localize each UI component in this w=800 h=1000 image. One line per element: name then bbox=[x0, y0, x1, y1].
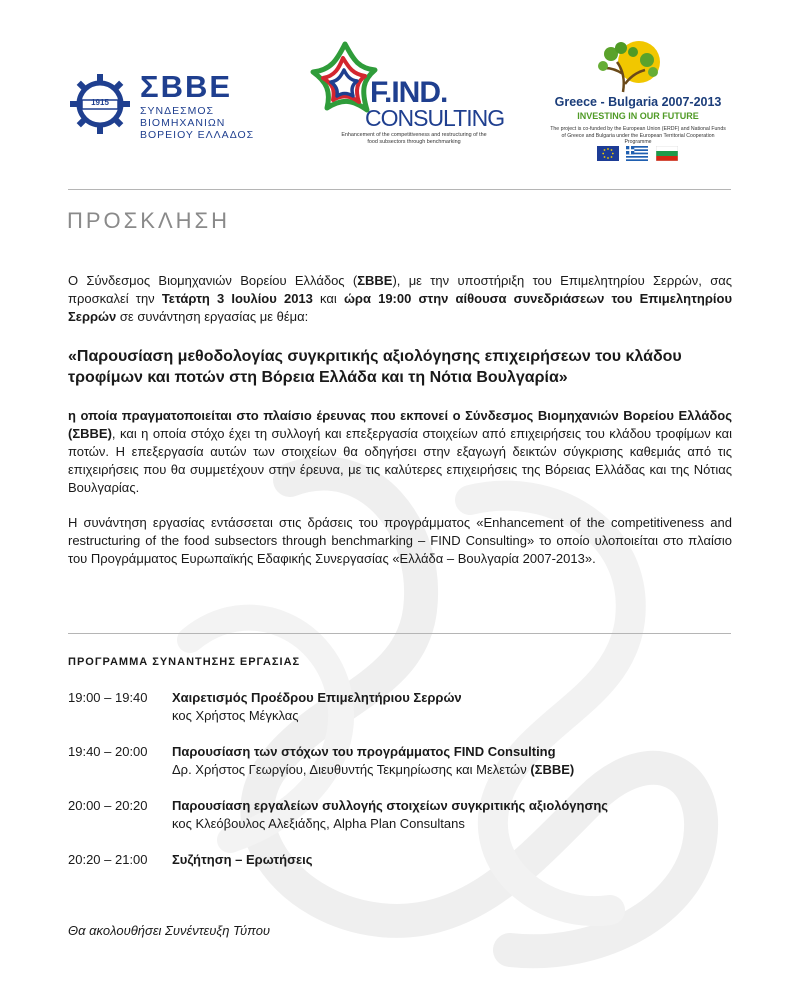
agenda-speaker bbox=[172, 815, 608, 833]
sbbe-acronym: ΣΒΒΕ bbox=[140, 69, 233, 104]
agenda-speaker bbox=[172, 761, 574, 779]
agenda-speaker-text: Δρ. Χρήστος Γεωργίου, Διευθυντής Τεκμηρίωσης και Μελετών bbox=[172, 762, 531, 777]
intro-text-4: σε συνάντηση εργασίας με θέμα: bbox=[116, 309, 309, 324]
agenda-speaker-text: κος Κλεόβουλος Αλεξιάδης, Alpha Plan Consultans bbox=[172, 816, 465, 831]
agenda-speaker-bold: (ΣΒΒΕ) bbox=[530, 762, 575, 777]
context-paragraph bbox=[68, 407, 732, 497]
agenda-title: Παρουσίαση των στόχων του προγράμματος FIND Consulting bbox=[172, 744, 556, 759]
agenda-speaker bbox=[172, 707, 462, 725]
page-title: ΠΡΟΣΚΛΗΣΗ bbox=[67, 208, 231, 233]
consulting-word: CONSULTING bbox=[365, 105, 505, 131]
tree-icon bbox=[593, 40, 669, 94]
agenda-description bbox=[172, 689, 462, 725]
press-conference-note: Θα ακολουθήσει Συνέντευξη Τύπου bbox=[68, 923, 271, 938]
agenda-title: Συζήτηση – Ερωτήσεις bbox=[172, 852, 313, 867]
intro-bold-1: ΣΒΒΕ bbox=[357, 273, 393, 288]
eu-flag-icon bbox=[597, 146, 619, 161]
agenda-time: 19:00 – 19:40 bbox=[68, 690, 148, 705]
section-divider bbox=[68, 633, 731, 634]
agenda-description bbox=[172, 851, 313, 869]
flags bbox=[597, 146, 681, 164]
agenda-description bbox=[172, 743, 574, 779]
sbbe-line-3: ΒΟΡΕΙΟΥ ΕΛΛΑΔΟΣ bbox=[140, 129, 255, 141]
context-bold: η οποία πραγματοποιείται στο πλαίσιο έρευνας που εκπονεί ο Σύνδεσμος Βιομηχανιών Βορείου Ελλάδος (ΣΒΒΕ) bbox=[68, 408, 732, 441]
intro-text-2: ), με την υποστήριξη του Επιμελητηρίου Σερρών, σας προσκαλεί την bbox=[68, 273, 732, 306]
context-text: , και η οποία στόχο έχει τη συλλογή και επεξεργασία στοιχείων από επιχειρήσεις του κλάδου τροφίμων και ποτών. Η επεξεργασία αυτών των στοιχείων θα οδηγήσει στην εξαγωγή δεικτών σύγκρισης καθεμιάς από τις επιχειρήσεις που θα συμμετέχουν στην έρευνα, με τις καλύτερες επιχειρήσεις της Βόρειας Ελλάδας και της Νότιας Βουλγαρίας. bbox=[68, 426, 732, 495]
agenda-time: 19:40 – 20:00 bbox=[68, 744, 148, 759]
sbbe-line-2: ΒΙΟΜΗΧΑΝΙΩΝ bbox=[140, 117, 226, 129]
meeting-date: Τετάρτη 3 Ιουλίου 2013 bbox=[161, 291, 313, 306]
find-tagline: Enhancement of the competitiveness and restructuring of the food subsectors through benchmarking bbox=[341, 132, 487, 145]
find-word: F.IND. bbox=[370, 76, 448, 109]
meeting-theme: «Παρουσίαση μεθοδολογίας συγκριτικής αξιολόγησης επιχειρήσεων του κλάδου τροφίμων και ποτών στη Βόρεια Ελλάδα και τη Νότια Βουλγαρία» bbox=[68, 348, 682, 386]
cofunding-note: The project is co-funded by the European Union (ERDF) and National Funds of Greece and Bulgaria under the European Territorial Cooperation Programme bbox=[550, 126, 726, 145]
greece-bulgaria-logo bbox=[538, 40, 738, 165]
program-heading: ΠΡΟΓΡΑΜΜΑ ΣΥΝΑΝΤΗΣΗΣ ΕΡΓΑΣΙΑΣ bbox=[68, 656, 301, 668]
header-logos bbox=[0, 0, 800, 190]
agenda-speaker-text: κος Χρήστος Μέγκλας bbox=[172, 708, 299, 723]
agenda-description bbox=[172, 797, 608, 833]
agenda-title: Παρουσίαση εργαλείων συλλογής στοιχείων συγκριτικής αξιολόγησης bbox=[172, 798, 609, 813]
agenda-time: 20:00 – 20:20 bbox=[68, 798, 148, 813]
agenda-title: Χαιρετισμός Προέδρου Επιμελητήριου Σερρών bbox=[172, 690, 462, 705]
intro-text-3: και bbox=[312, 291, 344, 306]
agenda-time: 20:20 – 21:00 bbox=[68, 852, 148, 867]
bulgaria-flag-icon bbox=[656, 146, 678, 161]
sbbe-line-1: ΣΥΝΔΕΣΜΟΣ bbox=[140, 105, 214, 117]
find-consulting-logo bbox=[305, 38, 505, 148]
programme-paragraph: Η συνάντηση εργασίας εντάσσεται στις δράσεις του προγράμματος «Enhancement of the competitiveness and restructuring of the food subsectors through benchmarking – FIND Consulting» το οποίο υλοποιείται στο πλαίσιο του Προγράμματος Ευρωπαϊκής Εδαφικής Συνεργασίας «Ελλάδα – Βουλγαρία 2007-2013». bbox=[68, 515, 732, 566]
greece-flag-icon bbox=[626, 146, 648, 161]
sbbe-logo bbox=[68, 68, 258, 148]
intro-text-1: Ο Σύνδεσμος Βιομηχανιών Βορείου Ελλάδος ( bbox=[68, 273, 358, 288]
programme-title: Greece - Bulgaria 2007-2013 bbox=[554, 95, 722, 109]
intro-paragraph bbox=[68, 272, 732, 326]
sbbe-year: 1915 bbox=[91, 98, 109, 107]
meeting-time-place: ώρα 19:00 στην αίθουσα συνεδριάσεων του Επιμελητηρίου Σερρών bbox=[68, 291, 733, 324]
header-divider bbox=[68, 189, 731, 190]
programme-slogan: INVESTING IN OUR FUTURE bbox=[577, 111, 699, 121]
